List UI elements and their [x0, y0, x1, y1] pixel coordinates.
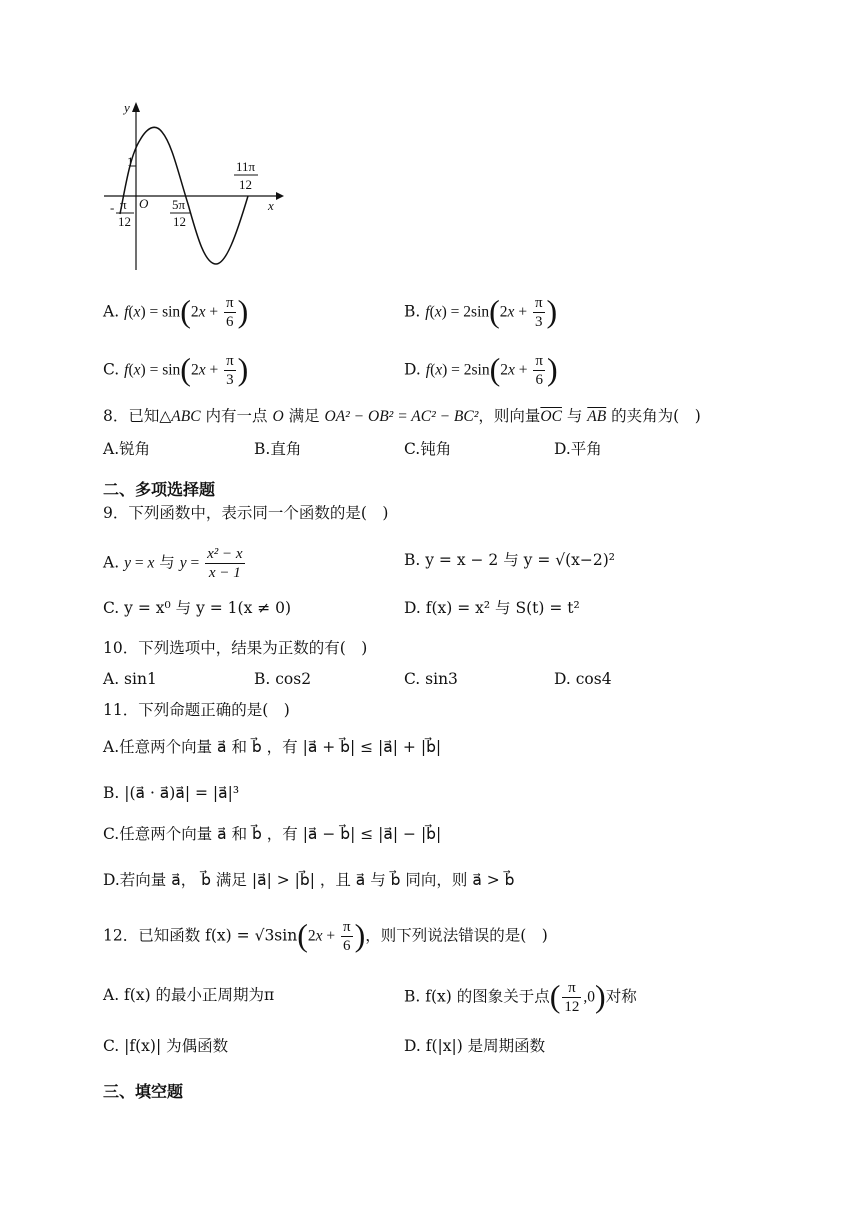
q8-option-d[interactable]: D.平角: [554, 440, 602, 458]
q11-option-c[interactable]: C.任意两个向量 a⃗ 和 b⃗ ，有 |a⃗ − b⃗| ≤ |a⃗| − |b⃗|: [103, 825, 442, 843]
x-axis-arrow: [276, 192, 284, 200]
eleven-pi-den: 12: [239, 177, 252, 192]
section-fill-blank-heading: 三、填空题: [103, 1082, 184, 1101]
eleven-pi-num: 11π: [236, 159, 256, 174]
neg-pi-num: π: [120, 197, 127, 212]
q10-option-d[interactable]: D. cos4: [554, 670, 612, 688]
section-multiple-choice-heading: 二、多项选择题: [103, 480, 216, 499]
five-pi-num: 5π: [172, 197, 186, 212]
neg-pi-den: 12: [118, 214, 131, 229]
q11-option-d[interactable]: D.若向量 a⃗， b⃗ 满足 |a⃗| > |b⃗| ，且 a⃗ 与 b⃗ 同向，则 a⃗ > b⃗: [103, 871, 515, 889]
q9-option-d[interactable]: D. f(x) = x² 与 S(t) = t²: [404, 599, 580, 617]
q11-option-b[interactable]: B. |(a⃗ · a⃗)a⃗| = |a⃗|³: [103, 784, 240, 802]
q12-stem: 12．已知函数 f(x) = √3sin(2x + $\frac{\pi}{6}$ )，则下列说法错误的是( ): [103, 916, 548, 954]
one-label: 1: [127, 154, 134, 169]
q10-option-a[interactable]: A. sin1: [103, 670, 157, 688]
q11-option-a[interactable]: A.任意两个向量 a⃗ 和 b⃗ ，有 |a⃗ + b⃗| ≤ |a⃗| + |b⃗|: [103, 738, 442, 756]
q9-option-b[interactable]: B. y = x − 2 与 y = √(x−2)²: [404, 551, 616, 569]
q9-option-c[interactable]: C. y = x⁰ 与 y = 1(x ≠ 0): [103, 599, 292, 617]
five-pi-den: 12: [173, 214, 186, 229]
q7-option-d[interactable]: D. f(x) = 2sin(2x + $\frac{\pi}{6}$ ): [404, 350, 558, 388]
q9-option-a[interactable]: A. y = x 与 y = $\frac{\text{x² − x}}{x - 1}$: [103, 546, 243, 581]
q9-stem: 9．下列函数中，表示同一个函数的是( ): [103, 504, 389, 522]
y-axis-label: y: [124, 100, 130, 115]
q8-option-c[interactable]: C.钝角: [404, 440, 452, 458]
neg-sign: -: [110, 200, 115, 215]
q10-option-c[interactable]: C. sin3: [404, 670, 458, 688]
q8-stem: 8．已知△ABC 内有一点 O 满足 OA² − OB² = AC² − BC²，则向量$\overline{OC}$ 与 $\overline{AB}$ 的夹角为( ): [103, 407, 701, 425]
origin-label: O: [139, 196, 149, 211]
y-axis-arrow: [132, 102, 140, 112]
q10-option-b[interactable]: B. cos2: [254, 670, 312, 688]
q8-option-b[interactable]: B.直角: [254, 440, 302, 458]
x-axis-label: x: [268, 198, 274, 213]
q7-option-c[interactable]: C. f(x) = sin(2x + $\frac{\pi}{3}$ ): [103, 350, 249, 388]
q12-option-d[interactable]: D. f(|x|) 是周期函数: [404, 1037, 546, 1055]
q7-option-b[interactable]: B. f(x) = 2sin(2x + $\frac{\pi}{3}$ ): [404, 292, 558, 330]
q12-option-c[interactable]: C. |f(x)| 为偶函数: [103, 1037, 229, 1055]
q10-stem: 10．下列选项中，结果为正数的有( ): [103, 639, 368, 657]
q7-option-a[interactable]: A. f(x) = sin(2x + $\frac{\pi}{6}$ ): [103, 292, 249, 330]
q12-option-a[interactable]: A. f(x) 的最小正周期为π: [103, 986, 275, 1004]
q12-option-b[interactable]: B. f(x) 的图象关于点( $\frac{\pi}{12}$ ,0)对称: [404, 977, 637, 1015]
q8-option-a[interactable]: A.锐角: [103, 440, 151, 458]
q11-stem: 11．下列命题正确的是( ): [103, 701, 290, 719]
sine-graph: [100, 96, 290, 274]
